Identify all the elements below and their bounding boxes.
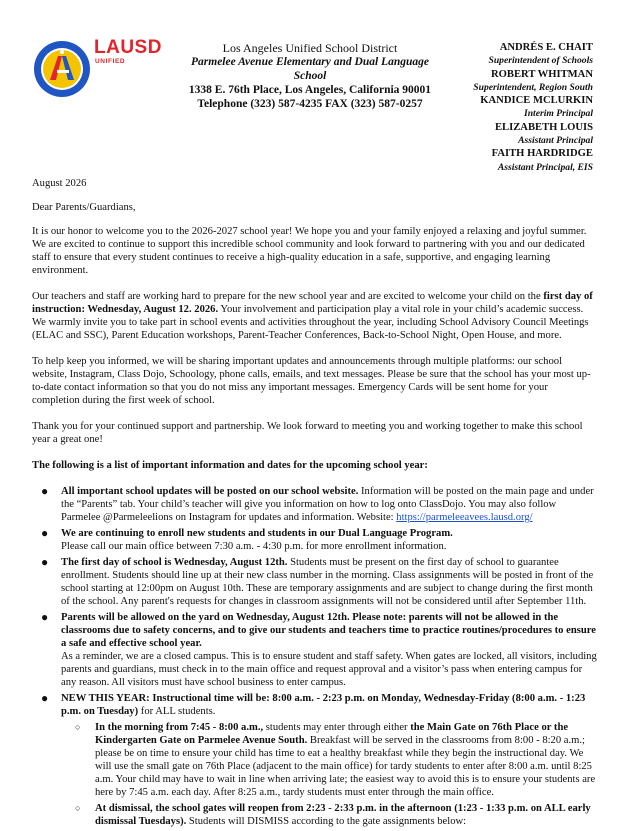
list-item [41,485,598,524]
bullet-icon: ● [41,555,49,569]
sub-text: Breakfast will be served in the classrooms from 8:00 - 8:20 a.m.; please be on time to ensure your child has time to eat a healthy breakfast while they begin the instructional day. We will use the small gate on 76th Place (adjacent to the main office) for tardy students to enter after 8:00 a.m. until 8:25 a.m. Your child may have to wait in line when arriving late; the easiest way to avoid this is to ensure your students are here by 7:45 a.m. each day. After 8:25 a.m., tardy students must enter through the main office. [95,735,596,798]
staff-name: ROBERT WHITMAN [491,68,593,80]
paragraph-first-day [32,290,598,342]
item-heading: Parents will be allowed on the yard on Wednesday, August 12th. Please note: parents will not be allowed in the classrooms due to safety concerns, and to give our students and teachers time to practice routines/procedures to ensure a safe and effective school year. [61,612,596,649]
item-text: Students must be present on the first day of school to guarantee enrollment. Students should line up at their new class number in the morning. Class assignments will be posted in front of the school starting at 12:00pm on August 10th. These are temporary assignments and are subject to change during the first month of the school. Any parent's requests for changes in classroom assignments will not be considered until after September 11th. [61,557,594,607]
list-heading-text: The following is a list of important information and dates for the upcoming school year: [32,460,428,471]
sub-text: students may enter through either [263,722,411,733]
list-item [41,527,598,553]
letter-date: August 2026 [32,178,87,189]
staff-name: FAITH HARDRIDGE [491,148,593,160]
item-text: Information will be posted on the main page and under the “Parents” tab. Your child’s teacher will give you information on how to log onto ClassDojo. You may also follow Parmelee @Parmeleelions on Instagram for updates and information. Website: [61,486,594,523]
sub-list-item [75,721,598,799]
salutation: Dear Parents/Guardians, [32,202,136,213]
staff-name: KANDICE MCLURKIN [480,95,593,107]
sub-heading: At dismissal, the school gates will reopen from 2:23 - 2:33 p.m. in the afternoon (1:23 - 1:33 p.m. on ALL early dismissal Tuesdays). [95,803,591,827]
paragraph-communication: To help keep you informed, we will be sharing important updates and announcements through multiple platforms: our school website, Instagram, Class Dojo, Schoology, phone calls, emails, and text messages. Please be sure that the school has your most up-to-date contact information so that you do not miss any important messages. Emergency Cards will be sent home for your completion during the first week of school. [32,356,591,406]
brand-main: LAUSD [94,37,162,58]
staff-title: Superintendent, Region South [473,81,593,93]
district-name: Los Angeles Unified School District [222,41,398,55]
brand-wordmark [94,38,184,78]
sub-text: Students will DISMISS according to the gate assignments below: [186,816,467,827]
bullet-icon: ● [41,691,49,705]
lausd-seal-logo [33,40,91,98]
sub-list-item [75,802,598,828]
paragraph-welcome: It is our honor to welcome you to the 2026-2027 school year! We hope you and your family enjoyed a relaxing and joyful summer. We are excited to continue to support this incredible school community and look forward to partnering with you and our dedicated staff to ensure that every student continues to receive a high-quality education in a safe, supportive, and engaging learning environment. [32,226,587,276]
paragraph-thanks: Thank you for your continued support and partnership. We look forward to meeting you and working together to make this school year a great one! [32,421,583,445]
item-heading: NEW THIS YEAR: Instructional time will be: 8:00 a.m. - 2:23 p.m. on Monday, Wednesday-Friday (8:00 a.m. - 1:23 p.m. on Tuesday) [61,693,586,717]
circle-bullet-icon: ○ [75,803,81,813]
item-text: As a reminder, we are a closed campus. This is to ensure student and staff safety. When gates are locked, all visitors, including parents and guardians, must check in to the main office and request approval and a visitor’s pass when entering campus for any reason. All visitors must have school business to enter campus. [61,651,597,688]
bullet-icon: ● [41,610,49,624]
sub-heading: the Main Gate on 76th Place or the Kindergarten Gate on Parmelee Avenue South. [95,722,569,746]
item-text: for ALL students. [138,706,216,717]
staff-title: Assistant Principal [518,135,593,147]
list-item [41,611,598,689]
staff-title: Assistant Principal, EIS [497,161,593,173]
circle-bullet-icon: ○ [75,722,81,732]
text-run: Our teachers and staff are working hard to prepare for the new school year and are excited to welcome your child on the [32,291,544,302]
bullet-icon: ● [41,484,49,498]
first-day-date: first day of instruction: Wednesday, August 12. 2026. [32,291,593,315]
website-link[interactable]: https://parmeleeavees.lausd.org/ [396,512,533,523]
school-phone: Telephone (323) 587-4235 FAX (323) 587-0257 [197,98,423,110]
letter-body [32,177,598,831]
staff-title: Superintendent of Schools [488,55,593,67]
bullet-icon: ● [41,526,49,540]
item-heading: All important school updates will be posted on our school website. [61,486,359,497]
staff-name: ANDRÉS E. CHAIT [499,42,593,53]
school-name: Parmelee Avenue Elementary and Dual Language School [191,56,429,82]
brand-sub: UNIFIED [95,58,126,65]
text-run: Your involvement and participation play a vital role in your child’s academic success. We warmly invite you to take part in school events and activities throughout the year, including School Advisory Council Meetings (ELAC and SSC), Parent Education workshops, Parent-Teacher Conferences, Back-to-School Night, Open House, and more. [32,304,589,341]
list-heading [32,459,598,472]
info-list [32,485,598,828]
list-item [41,556,598,608]
letterhead-center [175,41,445,111]
list-item [41,692,598,828]
sub-heading: In the morning from 7:45 - 8:00 a.m., [95,722,264,733]
school-address: 1338 E. 76th Place, Los Angeles, California 90001 [188,84,432,96]
staff-name: ELIZABETH LOUIS [494,121,593,133]
item-heading: The first day of school is Wednesday, August 12th. [61,557,288,568]
item-text: Please call our main office between 7:30 a.m. - 4:30 p.m. for more enrollment information. [61,541,447,552]
item-heading: We are continuing to enroll new students and students in our Dual Language Program. [61,528,453,539]
staff-list [413,41,593,174]
staff-title: Interim Principal [523,108,593,120]
